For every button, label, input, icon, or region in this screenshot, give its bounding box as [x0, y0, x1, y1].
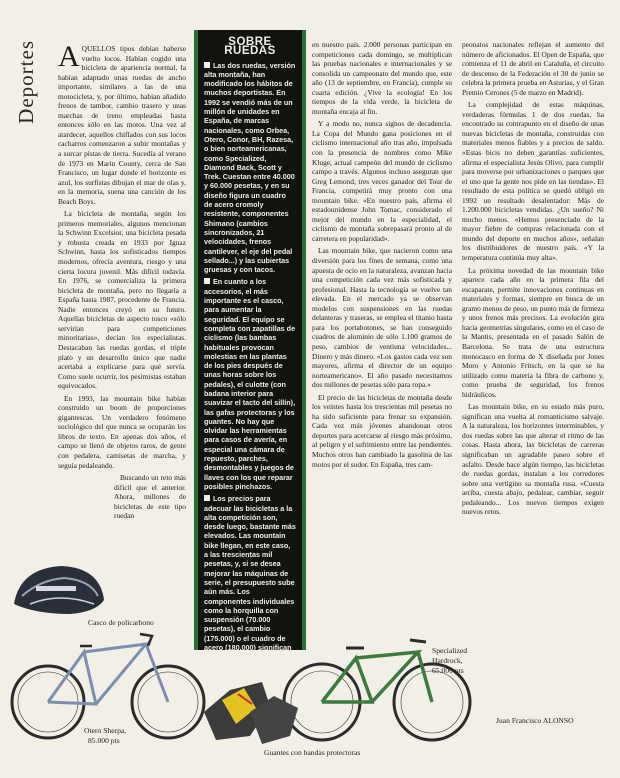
- body-paragraph: en nuestro país. 2.000 personas participan en competiciones cada domingo, se multiplican las pruebas nacionales e internacionales y se consolida un campeonato del mundo que, este año (13 de septiembre, en Francia), cumple su cuarta edición. ¿Vive la ecología! En los tiempos de la vida verde, la bicicleta de montaña encaja al fin.: [312, 40, 452, 116]
- intro-paragraph: AQUELLOS tipos debían haberse vuelto locos. Habían cogido una bicicleta de apariencia normal, la habían adaptado unas ruedas de ancho importante, similares a las de una motocicleta, y, por último, habían añadido frenos de tambor, cambio trasero y unas marchas de treno empleadas hasta entonces sólo en las motos. Una vez al atardecer, aquellos chiflados con sus locos cacharros comenzaron a subir montañas y a surcar pistas de tierra. Sucedía al verano de 1973 en Marin County, cerca de San Francisco, un lugar donde el horizonte es azul, los surfistas dibujan el mar de olas y, en la memoria, suena una canción de los Beach Boys.: [58, 40, 186, 206]
- helmet-caption: Casco de policarbono: [88, 618, 154, 627]
- otero-caption-name: Otero Sherpa,: [84, 726, 127, 735]
- body-paragraph: Las mountain bike, en su estado más puro, significan una vuelta al romanticismo salvaje. A la naturaleza, los horizontes interminables, y dos ruedas sobre las que alterar el ritmo de las cosas. Hasta ahora, las bicicletas de carreras significaban un agradable paseo sobre el asfalto. Desde hace algún tiempo, las bicicletas de ruedas gordas, instalan a los corredores sobre una vertigino sa montaña rusa. «Cuesta arriba, cuesta abajo, pedalear, cambiar, seguir pedaleando... Los nuevos tiempos exigen nuevos retos.: [462, 402, 604, 517]
- gloves-icon: [204, 682, 298, 744]
- specialized-caption-price: 65.000 pts: [432, 666, 464, 675]
- intro-paragraph: La bicicleta de montaña, según los primeros memoriales, algunos mencionan la Schwinn Excelsior, una bicicleta pesada y robusta creada en 1933 por Ignaz Schwinn, hasta los sofisticados tiempos modernos, ofrecía aventura, riesgo y una cierta locura juvenil. Más difícil todavía. En 1976, se comercializa la primera bicicleta de montaña, pero no llegaría a España hasta 1987, procedente de Francia. Nadie entonces creyó en su futuro. Aquellas bicicletas de aspecto tosco «sólo servirían para competiciones minoritarias», decían los especialistas. Destacaban las ruedas gordas, el triple plato y un desarrollo único que nadie acertaba a explicarse para qué servía. Como suele ocurrir, los pesimistas estaban equivocados.: [58, 209, 186, 391]
- sidebar-paragraph: Las dos ruedas, versión alta montaña, han modificado los hábitos de muchos deportistas. En 1992 se vendió más de un millón de unidades en España, de marcas nacionales, como Orbea, Otero, Conor, BH, Razesa, o bien norteamericanas, como Specialized, Diamond Back, Scott y Trek. Cuestan entre 40.000 y 60.000 pesetas, y en su diseño figura un cuadro de acero cromoly resistente, componentes Shimano (cambios sincronizados, 21 velocidades, frenos cantilever, el eje del pedal sellado...) y las cubiertas gruesas y con tacos.: [204, 60, 296, 275]
- specialized-caption-name: Specialized: [432, 646, 467, 655]
- sidebar-paragraph: Los precios para adecuar las bicicletas a la alta competición son, desde luego, bastante más elevados. Las mountain bike llegan, en este caso, a las trescientas mil pesetas, y, si se desea mejorar las máquinas de serie, el presupuesto sube aún más. Los componentes individuales como la horquilla con suspensión (70.000 pesetas), el cambio (175.000) o el cuadro de acero (180.000) significan pequeñas fortunas.: [204, 494, 296, 662]
- specialized-caption-model: Hardrock,: [432, 656, 463, 665]
- body-paragraph: El precio de las bicicletas de montaña desde los veintes hasta los trescientas mil pesetas no ha sido suficiente para frenar su expansión. Cada vez más jóvenes abandonan otros deportes para acercarse al riesgo más próximo, al peligro y el sufrimiento entre las pendientes. Muchos otros han cambiado la gasolina de las motos por el sudor. En España, tres cam-: [312, 392, 452, 469]
- otero-caption-price: 85.000 pts: [88, 736, 120, 745]
- intro-paragraph: En 1993, las mountain bike habían construido un boom de proporciones gigantescas. Un verdadero fenómeno sociológico del que nunca se ocuparán los libros de texto. En apenas dos años, el campo se llenó de objetos raros, de gente con pedalera, camisetas de marcha, y seguía pedaleando.: [58, 393, 186, 470]
- helmet-icon: [14, 566, 104, 614]
- sidebar-title: SOBRE RUEDAS: [224, 36, 276, 58]
- body-paragraph: peonatos nacionales reflejan el aumento del número de aficionados. El Open de España, que comienza el 11 de abril en Cataluña, el circuito de descenso de la Federación el 30 de junio se celebra la primera prueba en Asturias, y el Gran Premio Cerones (5 de marzo en Madrid).: [462, 40, 604, 97]
- otero-bike-icon: [12, 634, 204, 738]
- body-paragraph: La complejidad de estas máquinas, verdaderas fórmulas 1 de dos ruedas, ha encontrado su contrapunto en el diseño de unas nuevas bicicletas de montaña, construidas con materiales menos fiables y a precios de saldo. «Estas bicis no deben garantías suficientes, afirma el especialista Jesús Olivo, para cumplir para moverse por urbanizaciones o parques que el uno que la gente nos pide en las tiendas». El resultado de esta política se quedó obligó en 1992 un resultado desalentador: Más de 1.200.000 bicicletas vendidas. ¿Un sueño? Ni mucho menos. «Hemos presenciado de la mayor fiebre de compras relacionada con el mundo del deporte en muchos años», señalan los distribuidores de nuestro país. «Y la temperatura continúa muy alta».: [462, 100, 604, 263]
- drop-cap: A: [58, 40, 80, 73]
- specialized-bike-icon: [284, 640, 470, 740]
- intro-paragraph: Buscando un reto más difícil que el anterior. Ahora, millones de bicicletas de este tipo ruedan: [114, 473, 186, 521]
- author-signature: Juan Francisco ALONSO: [496, 716, 574, 725]
- body-paragraph: La próxima novedad de las mountain bike aparece cada año en la primera fila del escaparate, permite innovaciones continuas en materiales y formas, siempre en busca de un gramo menos de peso, un punto más de firmeza y unos frenos más precisos. La evolución gira hacia geometrías singulares, como en el caso de la Mantis, presentada en el pasado Salón de Barcelona. Se trata de una estructura monocasco en forma de X diseñada por Jones Moro y Antonio Fritsch, en la que se ha utilizado como materia la fibra de carbono y, como prueba de seguridad, los frenos hidráulicos.: [462, 265, 604, 399]
- gloves-caption: Guantes con bandas protectoras: [264, 748, 361, 757]
- body-paragraph: Y a modo no, nunca signos de decadencia. La Copa del Mundo gana posiciones en el ciclismo internacional año tras año, impulsada con la presencia de nombres como Mike Kluge, actual campeón del mundo de ciclismo campo a través. Algunos incluso aseguran que Greg Lemond, tres veces ganador del Tour de Francia, competirá muy pronto con una mountain bike. «En nuestro país, afirma el estadounidense John Tomac, considerado el mejor del mundo en la especialidad, el ciclismo de montaña sobrepasará pronto al de carretera en popularidad».: [312, 119, 452, 243]
- body-paragraph: Las mountain bike, que nacieron como una diversión para los fines de semana, como una apuesta de ocio en la naturaleza, avanzan hacia una competición cada vez más sofisticada y profesional. Hasta la tecnología se vuelve tan elevada. En el mercado ya se observan modelos con suspensiones en las ruedas delanteras y traseras, se emplea el titanio hasta para los portabotones, se han conseguido cuadros de aluminio de sólo 1.100 gramos de peso, cambios de ventiuna velocidades... Dinero y más dinero. «Los gastos cada vez son mayores, afirma el director de un equipo norteamericano». El año pasado necesitamos dos millones de pesetas sólo para ropa.»: [312, 246, 452, 390]
- section-label: Deportes: [14, 40, 38, 124]
- sidebar-paragraph: En cuanto a los accesorios, el más importante es el casco, para aumentar la seguridad. El equipo se completa con zapatillas de ciclismo (las bambas habituales provocan molestias en las plantas de los pies después de unas horas sobre los pedales), el culotte (con badana interior para suavizar el tacto del sillín), las gafas protectoras y los guantes. No hay que olvidar las herramientas para casos de avería, en especial una cámara de repuesto, parches, desmontables y juegos de llaves con los que reparar posibles pinchazos.: [204, 277, 296, 491]
